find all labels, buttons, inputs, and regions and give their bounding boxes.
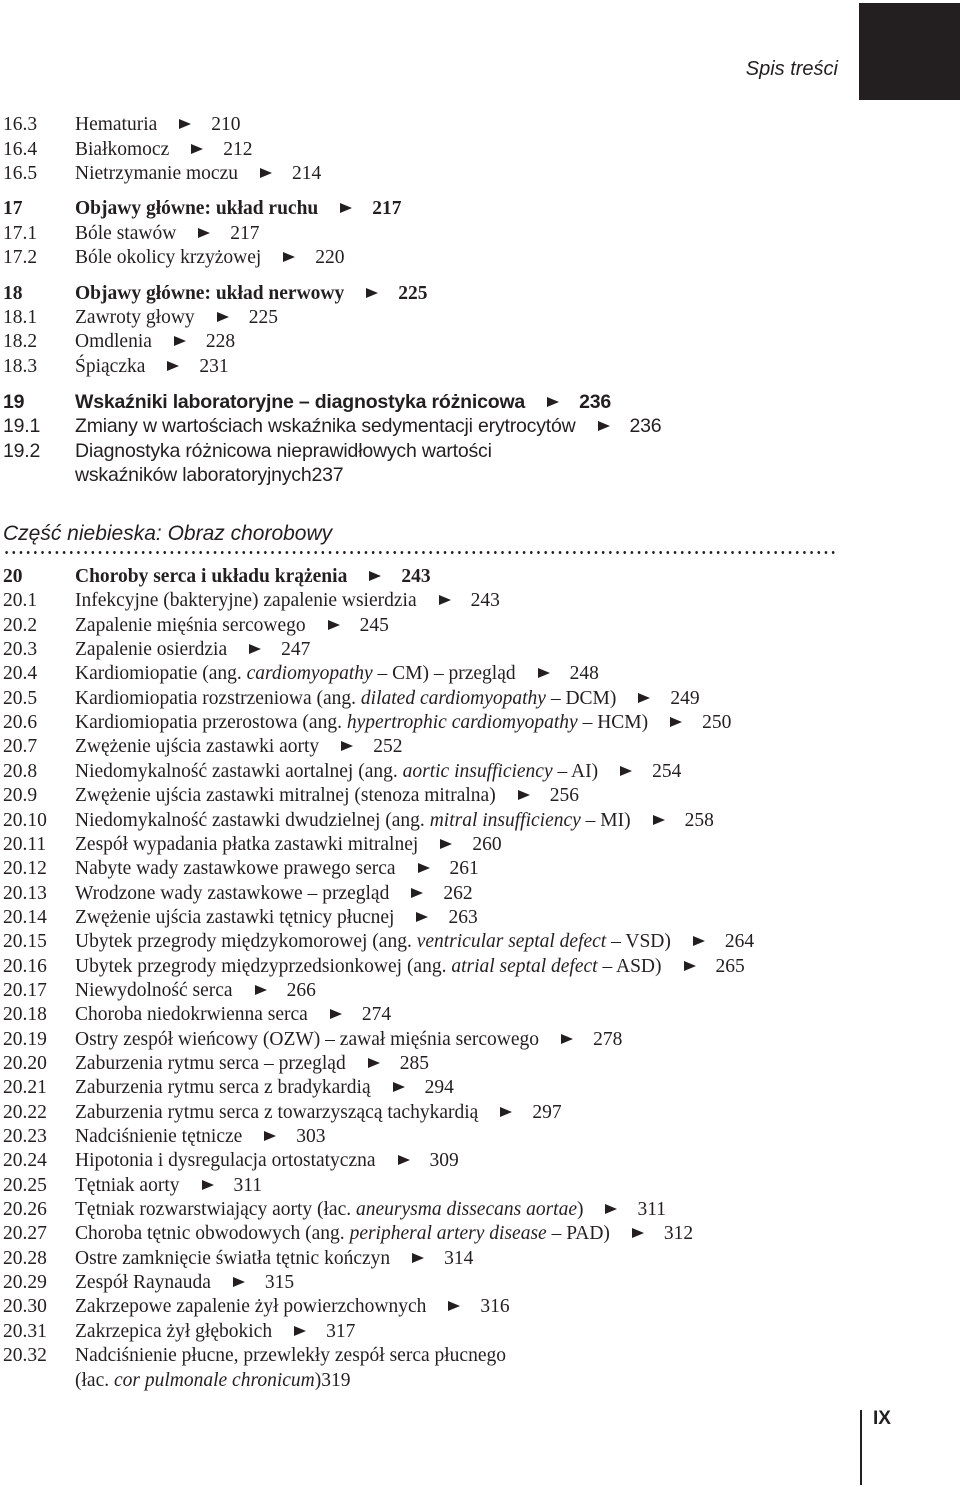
entry-page: 217 bbox=[372, 198, 402, 219]
entry-title bbox=[75, 1124, 326, 1149]
entry-number: 17 bbox=[3, 198, 23, 219]
entry-title bbox=[75, 588, 500, 613]
entry-number: 20.15 bbox=[3, 931, 47, 952]
entry-title bbox=[75, 1246, 473, 1271]
entry-page: 252 bbox=[373, 736, 403, 757]
entry-title bbox=[75, 1051, 429, 1076]
entry-title bbox=[75, 759, 681, 784]
entry-page: 258 bbox=[684, 810, 714, 831]
entry-title-text: ) bbox=[576, 1199, 584, 1220]
entry-title-text: Wskaźniki laboratoryjne – diagnostyka różnicowa bbox=[75, 391, 526, 413]
entry-number: 20.25 bbox=[3, 1175, 47, 1196]
entry-page: 274 bbox=[361, 1004, 392, 1025]
arrow-icon bbox=[294, 1326, 306, 1336]
entry-title-text: Zapalenie osierdzia bbox=[75, 639, 228, 660]
arrow-icon bbox=[418, 863, 430, 873]
arrow-icon bbox=[191, 144, 203, 154]
entry-title-text: ) bbox=[314, 1370, 322, 1391]
entry-title-text: Kardiomiopatie (ang. bbox=[75, 663, 247, 684]
entry-number: 20.32 bbox=[3, 1345, 47, 1366]
entry-page: 260 bbox=[472, 834, 502, 855]
entry-title-text: Zaburzenia rytmu serca z bradykardią bbox=[75, 1077, 371, 1098]
entry-title-text: – VSD) bbox=[606, 931, 671, 952]
entry-title bbox=[75, 783, 579, 808]
arrow-icon bbox=[283, 252, 295, 262]
entry-title-text: Choroba niedokrwienna serca bbox=[75, 1004, 308, 1025]
arrow-icon bbox=[518, 790, 530, 800]
entry-title bbox=[75, 439, 492, 464]
arrow-icon bbox=[217, 312, 229, 322]
entry-page: 317 bbox=[326, 1321, 356, 1342]
entry-title bbox=[75, 196, 402, 221]
arrow-icon bbox=[605, 1204, 617, 1214]
entry-title bbox=[75, 637, 310, 662]
entry-title-text: Ostre zamknięcie światła tętnic kończyn bbox=[75, 1248, 391, 1269]
arrow-icon bbox=[167, 361, 179, 371]
arrow-icon bbox=[411, 888, 423, 898]
entry-number: 19 bbox=[3, 391, 25, 413]
entry-number: 20.5 bbox=[3, 688, 38, 709]
entry-number: 20.13 bbox=[3, 883, 47, 904]
entry-page: 220 bbox=[315, 247, 345, 268]
entry-page: 311 bbox=[637, 1199, 667, 1220]
entry-title-text: Białkomocz bbox=[75, 139, 170, 160]
entry-title-text: Zwężenie ujścia zastawki tętnicy płucnej bbox=[75, 907, 395, 928]
dotted-divider bbox=[3, 551, 839, 554]
entry-page: 245 bbox=[359, 615, 389, 636]
entry-page: 303 bbox=[296, 1126, 326, 1147]
entry-title bbox=[75, 1221, 693, 1246]
entry-title-text: Kardiomiopatia przerostowa (ang. bbox=[75, 712, 347, 733]
entry-page: 309 bbox=[429, 1150, 459, 1171]
entry-title-text: – CM) – przegląd bbox=[372, 663, 516, 684]
entry-title bbox=[75, 1343, 506, 1368]
entry-title-latin: cardiomyopathy bbox=[246, 663, 373, 684]
entry-number: 20.23 bbox=[3, 1126, 47, 1147]
entry-title-text: Infekcyjne (bakteryjne) zapalenie wsierdzia bbox=[75, 590, 417, 611]
part-title: Część niebieska: Obraz chorobowy bbox=[3, 522, 333, 545]
entry-number: 16.4 bbox=[3, 139, 38, 160]
entry-title bbox=[75, 329, 235, 354]
entry-title-text: Ostry zespół wieńcowy (OZW) – zawał mięśnia sercowego bbox=[75, 1029, 540, 1050]
arrow-icon bbox=[264, 1131, 276, 1141]
entry-title-text: (łac. bbox=[75, 1370, 114, 1391]
entry-page: 248 bbox=[569, 663, 599, 684]
entry-page: 212 bbox=[223, 139, 253, 160]
entry-title-text: Hipotonia i dysregulacja ortostatyczna bbox=[75, 1150, 376, 1171]
entry-title-text: Zakrzepica żył głębokich bbox=[75, 1321, 273, 1342]
entry-number: 20.18 bbox=[3, 1004, 47, 1025]
entry-page: 314 bbox=[444, 1248, 474, 1269]
entry-number: 20.30 bbox=[3, 1296, 47, 1317]
entry-title-text: Śpiączka bbox=[75, 356, 146, 377]
arrow-icon bbox=[328, 620, 340, 630]
arrow-icon bbox=[330, 1009, 342, 1019]
entry-page: 312 bbox=[663, 1223, 694, 1244]
entry-title-text: Choroba tętnic obwodowych (ang. bbox=[75, 1223, 350, 1244]
entry-title-text: wskaźników laboratoryjnych bbox=[75, 464, 312, 486]
entry-title bbox=[75, 856, 479, 881]
entry-title bbox=[75, 305, 278, 330]
entry-title-text: Choroby serca i układu krążenia bbox=[75, 566, 348, 587]
entry-page: 236 bbox=[629, 415, 662, 437]
entry-number: 19.1 bbox=[3, 415, 41, 437]
entry-number: 20.10 bbox=[3, 810, 47, 831]
entry-title-latin: aortic insufficiency bbox=[402, 761, 553, 782]
arrow-icon bbox=[684, 961, 696, 971]
entry-number: 18 bbox=[3, 283, 23, 304]
entry-title bbox=[75, 881, 473, 906]
entry-number: 20.22 bbox=[3, 1102, 47, 1123]
entry-number: 20.29 bbox=[3, 1272, 47, 1293]
entry-number: 20.24 bbox=[3, 1150, 47, 1171]
entry-page: 316 bbox=[480, 1296, 510, 1317]
entry-page: 231 bbox=[199, 356, 229, 377]
entry-title bbox=[75, 710, 731, 735]
entry-title-text: Niedomykalność zastawki dwudzielnej (ang. bbox=[75, 810, 430, 831]
entry-title-text: Wrodzone wady zastawkowe – przegląd bbox=[75, 883, 390, 904]
entry-page: 278 bbox=[593, 1029, 623, 1050]
entry-title-text: Niedomykalność zastawki aortalnej (ang. bbox=[75, 761, 403, 782]
entry-page: 265 bbox=[715, 956, 745, 977]
entry-title-latin: hypertrophic cardiomyopathy bbox=[346, 712, 578, 733]
arrow-icon bbox=[693, 936, 705, 946]
entry-title-text: Diagnostyka różnicowa nieprawidłowych wartości bbox=[75, 440, 492, 462]
entry-page: 249 bbox=[670, 688, 700, 709]
entry-title-text: Nadciśnienie płucne, przewlekły zespół serca płucnego bbox=[75, 1345, 506, 1366]
entry-page: 315 bbox=[264, 1272, 295, 1293]
arrow-icon bbox=[255, 985, 267, 995]
entry-title-text: Ubytek przegrody międzyprzedsionkowej (ang. bbox=[75, 956, 452, 977]
arrow-icon bbox=[620, 766, 632, 776]
entry-title-text: Bóle stawów bbox=[75, 223, 177, 244]
entry-number: 16.3 bbox=[3, 114, 38, 135]
entry-title bbox=[75, 221, 260, 246]
entry-title-text: Niewydolność serca bbox=[75, 980, 233, 1001]
arrow-icon bbox=[198, 228, 210, 238]
arrow-icon bbox=[202, 1180, 214, 1190]
entry-number: 20.31 bbox=[3, 1321, 47, 1342]
entry-title bbox=[75, 1100, 562, 1125]
entry-page: 228 bbox=[205, 331, 236, 352]
entry-page: 262 bbox=[443, 883, 473, 904]
entry-title bbox=[75, 281, 427, 306]
entry-page: 285 bbox=[399, 1053, 429, 1074]
arrow-icon bbox=[412, 1253, 424, 1263]
page-number-rule bbox=[860, 1410, 862, 1485]
entry-title-text: – ASD) bbox=[597, 956, 662, 977]
entry-title bbox=[75, 929, 754, 954]
entry-title-text: Kardiomiopatia rozstrzeniowa (ang. bbox=[75, 688, 361, 709]
toc-entry-continuation bbox=[75, 463, 343, 488]
section-title: Spis treści bbox=[745, 58, 838, 80]
arrow-icon bbox=[538, 668, 550, 678]
entry-page: 254 bbox=[652, 761, 682, 782]
entry-number: 20.27 bbox=[3, 1223, 47, 1244]
entry-number: 20.7 bbox=[3, 736, 38, 757]
entry-number: 20.2 bbox=[3, 615, 38, 636]
entry-title-text: Zawroty głowy bbox=[75, 307, 195, 328]
arrow-icon bbox=[416, 912, 428, 922]
entry-number: 20.12 bbox=[3, 858, 47, 879]
entry-page: 250 bbox=[702, 712, 732, 733]
entry-number: 20.14 bbox=[3, 907, 47, 928]
entry-title-latin: mitral insufficiency bbox=[429, 810, 581, 831]
entry-page: 243 bbox=[470, 590, 500, 611]
entry-title bbox=[75, 245, 345, 270]
page-number: IX bbox=[873, 1408, 891, 1429]
entry-title bbox=[75, 1173, 262, 1198]
entry-page: 236 bbox=[579, 391, 611, 413]
entry-title bbox=[75, 564, 431, 589]
entry-number: 20.26 bbox=[3, 1199, 47, 1220]
entry-title-text: Objawy główne: układ nerwowy bbox=[75, 283, 345, 304]
arrow-icon bbox=[439, 595, 451, 605]
entry-title-text: Zakrzepowe zapalenie żył powierzchownych bbox=[75, 1296, 427, 1317]
entry-page: 225 bbox=[398, 283, 428, 304]
entry-number: 18.3 bbox=[3, 356, 38, 377]
entry-number: 20.11 bbox=[3, 834, 47, 855]
entry-title bbox=[75, 808, 714, 833]
arrow-icon bbox=[249, 644, 261, 654]
entry-title bbox=[75, 390, 611, 415]
entry-number: 18.2 bbox=[3, 331, 38, 352]
entry-title-latin: peripheral artery disease bbox=[349, 1223, 547, 1244]
toc-entry-continuation bbox=[75, 1368, 350, 1393]
entry-title-latin: ventricular septal defect bbox=[416, 931, 607, 952]
entry-number: 17.1 bbox=[3, 223, 38, 244]
entry-title-text: – DCM) bbox=[545, 688, 617, 709]
arrow-icon bbox=[341, 741, 353, 751]
arrow-icon bbox=[448, 1301, 460, 1311]
entry-page: 256 bbox=[549, 785, 579, 806]
entry-title bbox=[75, 1197, 666, 1222]
entry-page: 264 bbox=[724, 931, 755, 952]
arrow-icon bbox=[393, 1082, 405, 1092]
entry-title-text: Nietrzymanie moczu bbox=[75, 163, 238, 184]
arrow-icon bbox=[368, 1058, 380, 1068]
entry-title bbox=[75, 832, 502, 857]
entry-title-text: Zaburzenia rytmu serca – przegląd bbox=[75, 1053, 346, 1074]
entry-page: 247 bbox=[281, 639, 311, 660]
entry-number: 19.2 bbox=[3, 440, 41, 462]
entry-number: 20.4 bbox=[3, 663, 38, 684]
entry-title-text: Ubytek przegrody międzykomorowej (ang. bbox=[75, 931, 417, 952]
arrow-icon bbox=[398, 1155, 410, 1165]
entry-title bbox=[75, 905, 478, 930]
entry-page: 263 bbox=[448, 907, 478, 928]
entry-number: 16.5 bbox=[3, 163, 38, 184]
entry-number: 20.28 bbox=[3, 1248, 47, 1269]
entry-number: 20.6 bbox=[3, 712, 38, 733]
arrow-icon bbox=[670, 717, 682, 727]
arrow-icon bbox=[260, 168, 272, 178]
entry-title-text: Nadciśnienie tętnicze bbox=[75, 1126, 243, 1147]
entry-page: 210 bbox=[211, 114, 241, 135]
arrow-icon bbox=[598, 421, 610, 431]
entry-title bbox=[75, 978, 316, 1003]
entry-page: 266 bbox=[286, 980, 316, 1001]
entry-number: 20.8 bbox=[3, 761, 38, 782]
entry-page: 297 bbox=[532, 1102, 562, 1123]
entry-title-text: Zwężenie ujścia zastawki aorty bbox=[75, 736, 320, 757]
entry-title bbox=[75, 1002, 391, 1027]
entry-title-text: – HCM) bbox=[577, 712, 649, 733]
arrow-icon bbox=[638, 693, 650, 703]
entry-title-text: – AI) bbox=[552, 761, 599, 782]
entry-page: 261 bbox=[449, 858, 479, 879]
entry-title-text: Zaburzenia rytmu serca z towarzyszącą tachykardią bbox=[75, 1102, 479, 1123]
arrow-icon bbox=[440, 839, 452, 849]
arrow-icon bbox=[369, 571, 381, 581]
entry-title-text: – PAD) bbox=[546, 1223, 610, 1244]
entry-title bbox=[75, 1319, 355, 1344]
arrow-icon bbox=[233, 1277, 245, 1287]
entry-title-text: Nabyte wady zastawkowe prawego serca bbox=[75, 858, 396, 879]
entry-page: 294 bbox=[424, 1077, 454, 1098]
entry-title-text: Zmiany w wartościach wskaźnika sedymentacji erytrocytów bbox=[75, 415, 576, 437]
entry-number: 20.19 bbox=[3, 1029, 47, 1050]
entry-number: 20.21 bbox=[3, 1077, 47, 1098]
entry-title bbox=[75, 414, 661, 439]
entry-page: 217 bbox=[230, 223, 260, 244]
arrow-icon bbox=[547, 397, 559, 407]
entry-number: 17.2 bbox=[3, 247, 38, 268]
entry-title bbox=[75, 112, 241, 137]
entry-title-text: Tętniak rozwarstwiający aorty (łac. bbox=[75, 1199, 356, 1220]
entry-title-text: Hematuria bbox=[75, 114, 158, 135]
entry-title-latin: dilated cardiomyopathy bbox=[360, 688, 546, 709]
entry-title bbox=[75, 686, 700, 711]
entry-title-text: Zapalenie mięśnia sercowego bbox=[75, 615, 306, 636]
arrow-icon bbox=[366, 288, 378, 298]
entry-number: 20.3 bbox=[3, 639, 38, 660]
entry-title bbox=[75, 613, 389, 638]
arrow-icon bbox=[174, 336, 186, 346]
entry-title-text: Objawy główne: układ ruchu bbox=[75, 198, 319, 219]
arrow-icon bbox=[632, 1228, 644, 1238]
entry-title bbox=[75, 734, 402, 759]
entry-number: 20.16 bbox=[3, 956, 47, 977]
entry-title-text: Tętniak aorty bbox=[75, 1175, 180, 1196]
entry-page: 214 bbox=[291, 163, 322, 184]
entry-title-latin: aneurysma dissecans aortae bbox=[356, 1199, 577, 1220]
entry-page: 237 bbox=[311, 464, 344, 486]
arrow-icon bbox=[340, 203, 352, 213]
entry-page: 243 bbox=[401, 566, 431, 587]
entry-page: 319 bbox=[321, 1370, 351, 1391]
entry-title-latin: cor pulmonale chronicum bbox=[113, 1370, 315, 1391]
arrow-icon bbox=[653, 815, 665, 825]
entry-title-text: Bóle okolicy krzyżowej bbox=[75, 247, 262, 268]
entry-page: 311 bbox=[233, 1175, 263, 1196]
entry-number: 20 bbox=[3, 566, 23, 587]
entry-title bbox=[75, 1270, 294, 1295]
entry-title bbox=[75, 1027, 622, 1052]
entry-title bbox=[75, 1294, 510, 1319]
entry-number: 20.9 bbox=[3, 785, 38, 806]
entry-number: 20.20 bbox=[3, 1053, 47, 1074]
arrow-icon bbox=[179, 119, 191, 129]
entry-title-text: – MI) bbox=[580, 810, 631, 831]
entry-title bbox=[75, 161, 321, 186]
arrow-icon bbox=[500, 1107, 512, 1117]
entry-title bbox=[75, 137, 252, 162]
entry-title-latin: atrial septal defect bbox=[451, 956, 598, 977]
corner-tab-block bbox=[859, 3, 960, 100]
entry-number: 20.17 bbox=[3, 980, 47, 1001]
entry-title bbox=[75, 1075, 454, 1100]
entry-title bbox=[75, 1148, 459, 1173]
entry-title bbox=[75, 354, 229, 379]
entry-title-text: Omdlenia bbox=[75, 331, 152, 352]
arrow-icon bbox=[561, 1034, 573, 1044]
entry-number: 20.1 bbox=[3, 590, 38, 611]
entry-title bbox=[75, 954, 745, 979]
entry-title-text: Zespół wypadania płatka zastawki mitralnej bbox=[75, 834, 419, 855]
entry-title bbox=[75, 661, 599, 686]
entry-number: 18.1 bbox=[3, 307, 38, 328]
entry-title-text: Zespół Raynauda bbox=[75, 1272, 211, 1293]
entry-title-text: Zwężenie ujścia zastawki mitralnej (stenoza mitralna) bbox=[75, 785, 496, 806]
entry-page: 225 bbox=[248, 307, 278, 328]
